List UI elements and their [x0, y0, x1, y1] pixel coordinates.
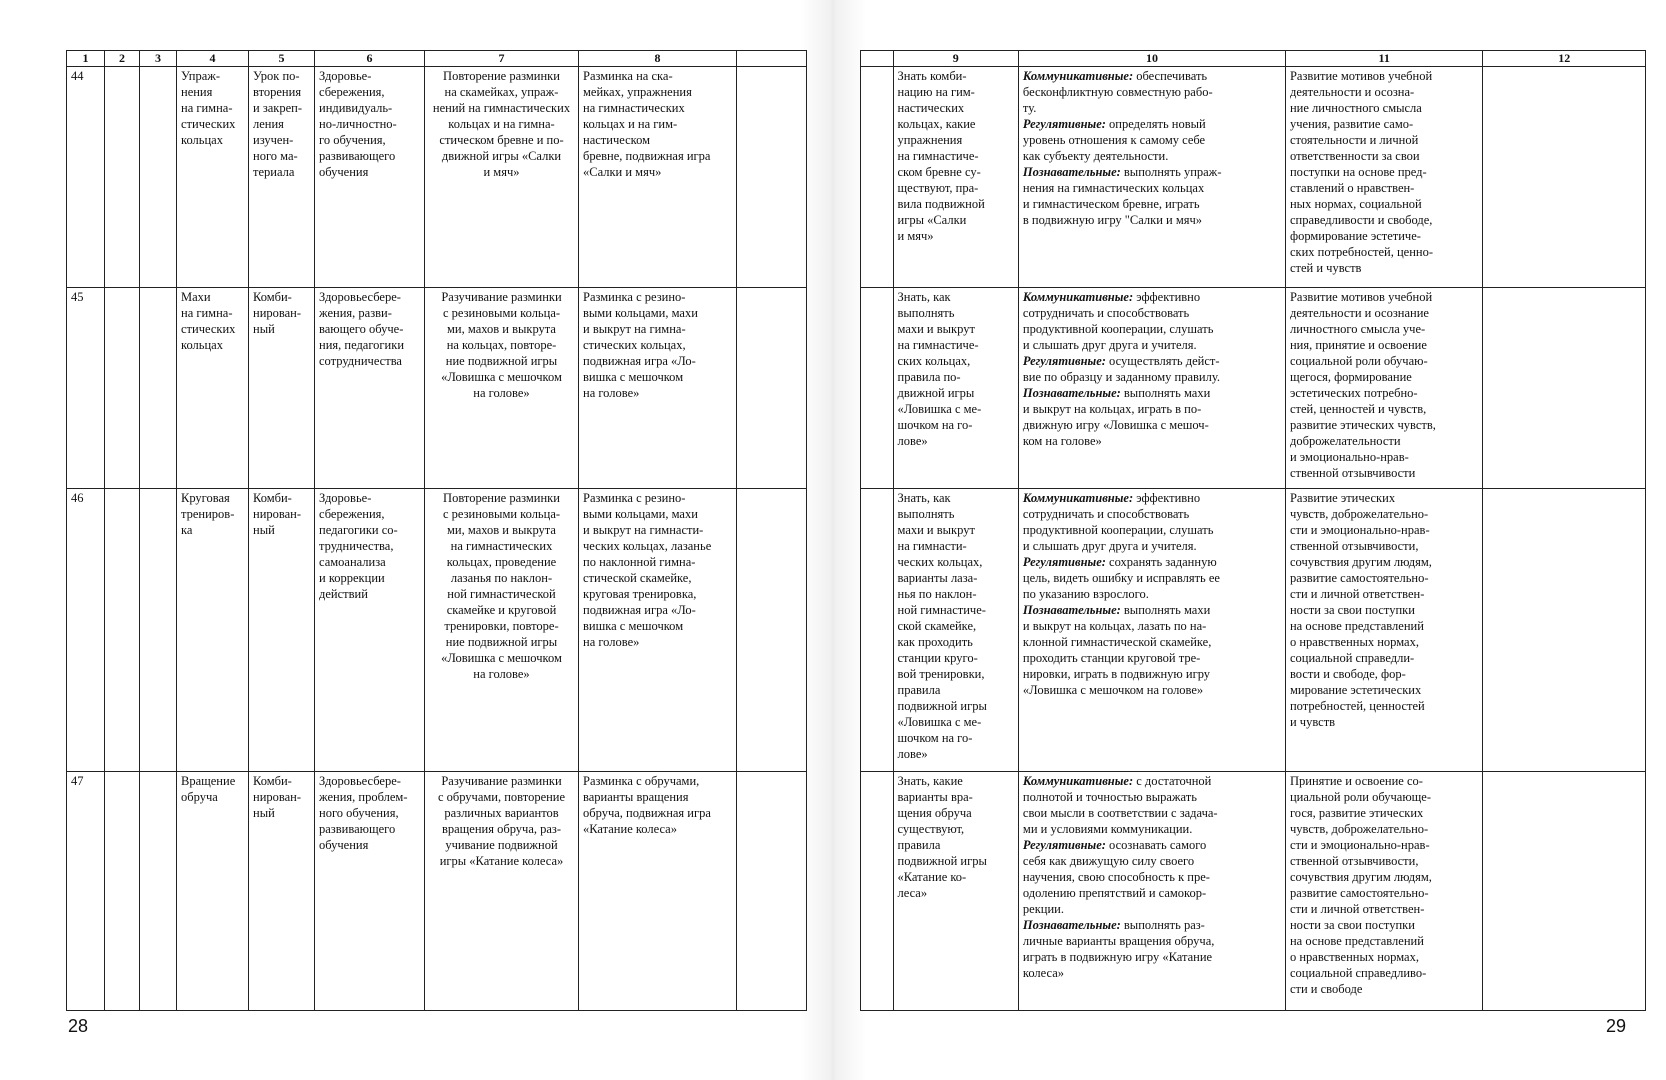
col-header: 5: [249, 51, 315, 67]
right-page: [856, 0, 1666, 1080]
uud-text: выполнять упраж- нения на гимнастических кольцах и гимнастическом бревне, играть в подвижную игру "Салки и мяч»: [1022, 165, 1222, 227]
uud-text: осуществлять дейст- вие по образцу и заданному правилу.: [1022, 354, 1220, 384]
cell-blank: [737, 489, 807, 772]
uud-outcomes: [1018, 489, 1285, 772]
cell-blank: [737, 67, 807, 288]
uud-text: с достаточной полнотой и точностью выражать свои мысли в соответствии с задача- ми и условиями коммуникации.: [1022, 774, 1218, 836]
uud-text: эффективно сотрудничать и способствовать продуктивной кооперации, слушать и слышать друг друга и учителя.: [1022, 290, 1214, 352]
personal-outcome: Развитие мотивов учебной деятельности и осознание личностного смысла уче- ния, принятие и освоение социальной роли обучаю- щегося, формирование эстетических потребно- стей, ценностей и чувств, развитие этических чувств, доброжелательности и эмоционально-нрав- ственной отзывчивости: [1285, 288, 1482, 489]
uud-label: Регулятивные:: [1022, 354, 1106, 368]
cell-col2: [105, 288, 140, 489]
col-header: 7: [425, 51, 579, 67]
cell-col2: [105, 772, 140, 1011]
student-activity: Разминка с резино- выми кольцами, махи и выкрут на гимна- стических кольцах, подвижная игра «Ло- вишка с мешочком на голове»: [579, 288, 737, 489]
uud-label: Регулятивные:: [1022, 117, 1106, 131]
lesson-number: 47: [67, 772, 105, 1011]
lesson-plan-table-right: [860, 50, 1646, 1011]
lesson-number: 44: [67, 67, 105, 288]
uud-label: Познавательные:: [1022, 386, 1121, 400]
header-row: [861, 51, 1646, 67]
lesson-topic: Круговая трениров- ка: [177, 489, 249, 772]
table-row: [67, 489, 807, 772]
table-row: [861, 288, 1646, 489]
knowledge-outcome: Знать, какие варианты вра- щения обруча существуют, правила подвижной игры «Катание ко- леса»: [893, 772, 1018, 1011]
knowledge-outcome: Знать комби- нацию на гим- настических кольцах, какие упражнения на гимнастиче- ском бревне су- ществуют, пра- вила подвижной игры «Салки и мяч»: [893, 67, 1018, 288]
col-header-blank: [737, 51, 807, 67]
cell-col2: [105, 489, 140, 772]
cell-blank: [861, 772, 894, 1011]
uud-text: выполнять махи и выкрут на кольцах, играть в по- движную игру «Ловишка с мешоч- ком на голове»: [1022, 386, 1211, 448]
cell-col12: [1483, 67, 1646, 288]
header-row: [67, 51, 807, 67]
uud-label: Регулятивные:: [1022, 838, 1106, 852]
uud-text: выполнять махи и выкрут на кольцах, лазать по на- клонной гимнастической скамейке, проходить станции круговой тре- нировки, играть в подвижную игру «Ловишка с мешочком на голове»: [1022, 603, 1212, 697]
col-header: 10: [1018, 51, 1285, 67]
uud-text: определять новый уровень отношения к самому себе как субъекту деятельности.: [1022, 117, 1206, 163]
col-header: 3: [140, 51, 177, 67]
cell-col3: [140, 489, 177, 772]
col-header: 2: [105, 51, 140, 67]
col-header: 12: [1483, 51, 1646, 67]
uud-label: Познавательные:: [1022, 603, 1121, 617]
col-header: 6: [315, 51, 425, 67]
uud-label: Коммуникативные:: [1022, 290, 1134, 304]
student-activity: Разминка с обручами, варианты вращения обруча, подвижная игра «Катание колеса»: [579, 772, 737, 1011]
uud-text: сохранять заданную цель, видеть ошибку и исправлять ее по указанию взрослого.: [1022, 555, 1220, 601]
uud-outcomes: [1018, 288, 1285, 489]
uud-text: обеспечивать бесконфликтную совместную рабо- ту.: [1022, 69, 1213, 115]
table-row: [67, 288, 807, 489]
lesson-content: Разучивание разминки с обручами, повторение различных вариантов вращения обруча, раз- учивание подвижной игры «Катание колеса»: [425, 772, 579, 1011]
page-number: 28: [68, 1016, 89, 1036]
table-row: [861, 67, 1646, 288]
lesson-content: Повторение разминки с резиновыми кольца- ми, махов и выкрута на гимнастических кольцах, проведение лазанья по наклон- ной гимнастической скамейке и круговой тренировки, повторе- ние подвижной игры «Ловишка с мешочком на голове»: [425, 489, 579, 772]
lesson-topic: Вращение обруча: [177, 772, 249, 1011]
table-row: [861, 489, 1646, 772]
col-header: 4: [177, 51, 249, 67]
uud-label: Познавательные:: [1022, 918, 1121, 932]
student-activity: Разминка с резино- выми кольцами, махи и выкрут на гимнасти- ческих кольцах, лазанье по наклонной гимна- стической скамейке, круговая тренировка, подвижная игра «Ло- вишка с мешочком на голове»: [579, 489, 737, 772]
cell-col2: [105, 67, 140, 288]
cell-col3: [140, 67, 177, 288]
table-row: [67, 772, 807, 1011]
technologies: Здоровьесбере- жения, проблем- ного обучения, развивающего обучения: [315, 772, 425, 1011]
uud-outcomes: [1018, 772, 1285, 1011]
cell-blank: [861, 489, 894, 772]
uud-label: Коммуникативные:: [1022, 491, 1134, 505]
lesson-number: 45: [67, 288, 105, 489]
lesson-topic: Упраж- нения на гимна- стических кольцах: [177, 67, 249, 288]
lesson-topic: Махи на гимна- стических кольцах: [177, 288, 249, 489]
lesson-number: 46: [67, 489, 105, 772]
cell-blank: [861, 67, 894, 288]
cell-blank: [861, 288, 894, 489]
personal-outcome: Развитие этических чувств, доброжелательно- сти и эмоционально-нрав- ственной отзывчивости, сочувствия другим людям, развитие самостоятельно- сти и личной ответствен- ности за свои поступки на основе представлений о нравственных нормах, социальной справедли- вости и свободе, фор- мирование эстетических потребностей, ценностей и чувств: [1285, 489, 1482, 772]
col-header: 11: [1285, 51, 1482, 67]
uud-label: Коммуникативные:: [1022, 774, 1134, 788]
table-row: [861, 772, 1646, 1011]
col-header: 9: [893, 51, 1018, 67]
lesson-type: Комби- нирован- ный: [249, 288, 315, 489]
uud-text: выполнять раз- личные варианты вращения обруча, играть в подвижную игру «Катание колеса»: [1022, 918, 1215, 980]
uud-text: осознавать самого себя как движущую силу своего научения, свою способность к пре- одолению препятствий и самокор- рекции.: [1022, 838, 1210, 916]
cell-col12: [1483, 489, 1646, 772]
cell-col3: [140, 772, 177, 1011]
technologies: Здоровье- сбережения, индивидуаль- но-личностно- го обучения, развивающего обучения: [315, 67, 425, 288]
lesson-type: Комби- нирован- ный: [249, 489, 315, 772]
cell-col3: [140, 288, 177, 489]
uud-label: Познавательные:: [1022, 165, 1121, 179]
left-page: [0, 0, 810, 1080]
student-activity: Разминка на ска- мейках, упражнения на гимнастических кольцах и на гим- настическом бревне, подвижная игра «Салки и мяч»: [579, 67, 737, 288]
uud-label: Коммуникативные:: [1022, 69, 1134, 83]
col-header-blank: [861, 51, 894, 67]
page-number: 29: [1605, 1016, 1626, 1036]
technologies: Здоровьесбере- жения, разви- вающего обуче- ния, педагогики сотрудничества: [315, 288, 425, 489]
uud-label: Регулятивные:: [1022, 555, 1106, 569]
lesson-content: Разучивание разминки с резиновыми кольца- ми, махов и выкрута на кольцах, повторе- ние подвижной игры «Ловишка с мешочком на голове»: [425, 288, 579, 489]
personal-outcome: Развитие мотивов учебной деятельности и осозна- ние личностного смысла учения, развитие само- стоятельности и личной ответственности за свои поступки на основе пред- ставлений о нравствен- ных нормах, социальной справедливости и свободе, формирование эстетиче- ских потребностей, ценно- стей и чувств: [1285, 67, 1482, 288]
knowledge-outcome: Знать, как выполнять махи и выкрут на гимнастиче- ских кольцах, правила по- движной игры «Ловишка с ме- шочком на го- лове»: [893, 288, 1018, 489]
col-header: 8: [579, 51, 737, 67]
lesson-type: Комби- нирован- ный: [249, 772, 315, 1011]
personal-outcome: Принятие и освоение со- циальной роли обучающе- гося, развитие этических чувств, доброжелательно- сти и эмоционально-нрав- ственной отзывчивости, сочувствия другим людям, развитие самостоятельно- сти и личной ответствен- ности за свои поступки на основе представлений о нравственных нормах, социальной справедливо- сти и свободе: [1285, 772, 1482, 1011]
lesson-type: Урок по- вторения и закреп- ления изучен- ного ма- териала: [249, 67, 315, 288]
cell-blank: [737, 772, 807, 1011]
cell-col12: [1483, 288, 1646, 489]
cell-col12: [1483, 772, 1646, 1011]
lesson-content: Повторение разминки на скамейках, упраж- нений на гимнастических кольцах и на гимна- стическом бревне и по- движной игры «Салки и мяч»: [425, 67, 579, 288]
lesson-plan-table-left: [66, 50, 807, 1011]
uud-text: эффективно сотрудничать и способствовать продуктивной кооперации, слушать и слышать друг друга и учителя.: [1022, 491, 1214, 553]
uud-outcomes: [1018, 67, 1285, 288]
cell-blank: [737, 288, 807, 489]
knowledge-outcome: Знать, как выполнять махи и выкрут на гимнасти- ческих кольцах, варианты лаза- нья по наклон- ной гимнастиче- ской скамейке, как проходить станции круго- вой тренировки, правила подвижной игры «Ловишка с ме- шочком на го- лове»: [893, 489, 1018, 772]
col-header: 1: [67, 51, 105, 67]
table-row: [67, 67, 807, 288]
technologies: Здоровье- сбережения, педагогики со- трудничества, самоанализа и коррекции действий: [315, 489, 425, 772]
